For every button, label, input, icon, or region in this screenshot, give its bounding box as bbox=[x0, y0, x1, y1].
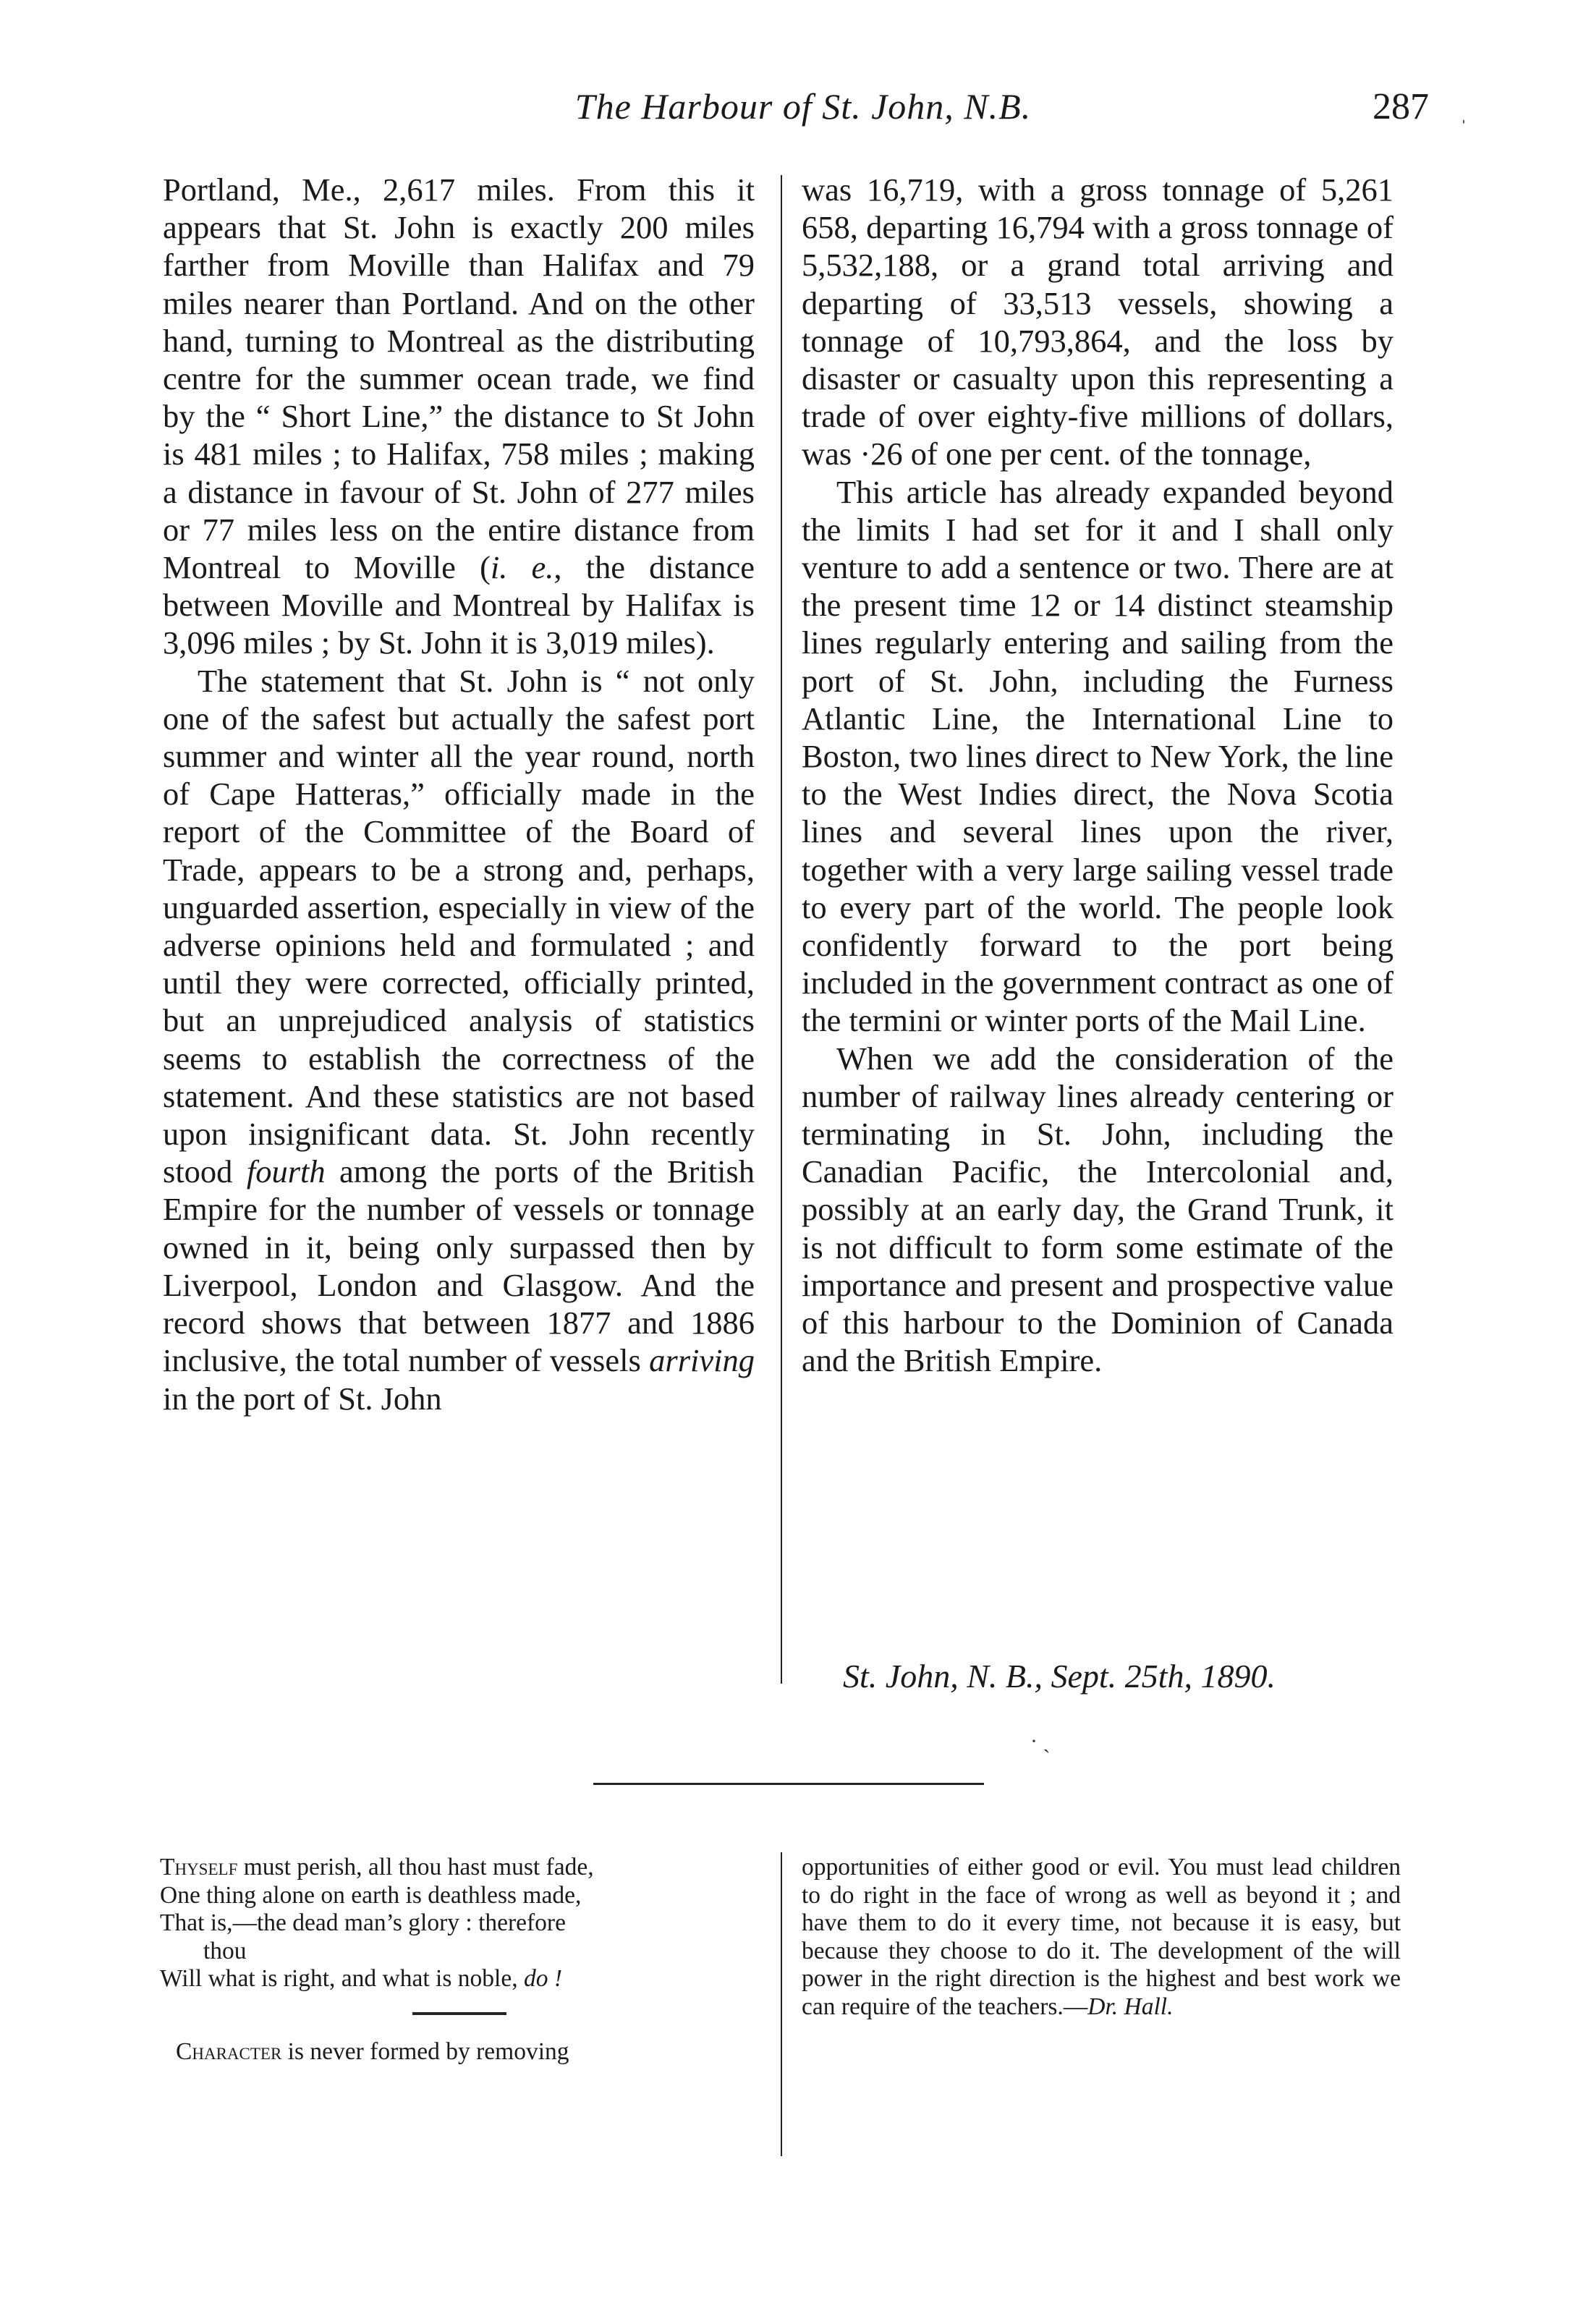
page-number: 287 bbox=[1373, 86, 1429, 127]
article-paragraph: This article has already expanded beyond the limits I had set for it and I shall only venture to add a sentence or two. There are at the present time 12 or 14 distinct steamship lines regularly entering and sailing from the port of St. John, including the Furness Atlantic Line, the International Line to Boston, two lines direct to New York, the line to the West Indies direct, the Nova Scotia lines and several lines upon the river, together with a very large sailing vessel trade to every part of the world. The people look confidently forward to the port being included in the government contract as one of the termini or winter ports of the Mail Line. bbox=[802, 473, 1394, 1039]
article-left-column bbox=[163, 171, 755, 1417]
article-paragraph: was 16,719, with a gross tonnage of 5,261 658, departing 16,794 with a gross tonnage of 5,532,188, or a grand total arriving and departing of 33,513 vessels, showing a tonnage of 10,793,864, and the loss by disaster or casualty upon this representing a trade of over eighty-five millions of dollars, was ·26 of one per cent. of the tonnage, bbox=[802, 171, 1394, 472]
text-run: The statement that St. John is “ not only one of the safest but actually the safest port summer and winter all the year round, north of Cape Hatteras,” officially made in the report of the Committee of the Board of Trade, appears to be a strong and, perhaps, unguarded assertion, especially in view of the adverse opinions held and formulated ; and until they were corrected, officially printed, but an unprejudiced analysis of statistics seems to establish the correctness of the statement. And these statistics are not based upon insignificant data. St. John recently stood bbox=[163, 662, 755, 1190]
text-run: Portland, Me., 2,617 miles. From this it appears that St. John is exactly 200 miles farther from Moville than Halifax and 79 miles nearer than Portland. And on the other hand, turning to Montreal as the distributing centre for the summer ocean trade, we find by the “ Short Line,” the distance to St John is 481 miles ; to Halifax, 758 miles ; making a distance in favour of St. John of 277 miles or 77 miles less on the entire distance from Montreal to Moville ( bbox=[163, 171, 755, 586]
smallcaps-text: Character bbox=[176, 2037, 282, 2065]
running-head: The Harbour of St. John, N.B. bbox=[574, 86, 1032, 127]
article-paragraph bbox=[163, 171, 755, 662]
italic-text: arriving bbox=[649, 1342, 755, 1379]
verse-line bbox=[160, 1854, 759, 1882]
stray-ink-mark: ˌ bbox=[1460, 100, 1467, 124]
notes-column-divider bbox=[781, 1852, 782, 2156]
section-divider bbox=[593, 1783, 984, 1785]
italic-text: do ! bbox=[523, 1965, 562, 1992]
note-divider bbox=[412, 2012, 506, 2015]
text-run: opportunities of either good or evil. You must lead children to do right in the face of wrong as well as beyond it ; and have them to do it every time, not because it is easy, but because they choose to do it. The development of the will power in the right direction is the highest and best work we can require of the teachers.— bbox=[802, 1854, 1401, 2020]
verse-line-continuation: thou bbox=[203, 1937, 247, 1964]
note-paragraph bbox=[802, 1854, 1401, 2021]
verse-line: One thing alone on earth is deathless made, bbox=[160, 1881, 582, 1909]
text-run: Will what is right, and what is noble, bbox=[160, 1965, 524, 1992]
notes-left-column bbox=[160, 1854, 759, 2066]
attribution: Dr. Hall. bbox=[1087, 1993, 1174, 2020]
smallcaps-text: Thyself bbox=[160, 1854, 238, 1880]
article-right-column bbox=[802, 171, 1394, 1380]
italic-text: fourth bbox=[246, 1153, 326, 1190]
article-paragraph bbox=[163, 662, 755, 1417]
notes-right-column bbox=[802, 1854, 1401, 2021]
verse-line bbox=[160, 1965, 759, 1993]
text-run: in the port of St. John bbox=[163, 1380, 442, 1417]
text-run: among the ports of the British Empire for the number of vessels or tonnage owned in it, being only surpassed then by Liverpool, London and Glasgow. And the record shows that between 1877 and 1886 inclusive, the total number of vessels bbox=[163, 1153, 755, 1379]
text-run: , the distance between Moville and Montreal by Halifax is 3,096 miles ; by St. John it is 3,019 miles). bbox=[163, 549, 755, 661]
stray-ink-mark: · ˏ bbox=[1030, 1729, 1051, 1753]
column-divider bbox=[781, 175, 782, 1684]
verse-line: That is,—the dead man’s glory : therefore bbox=[160, 1909, 566, 1936]
italic-text: i. e. bbox=[490, 549, 554, 586]
article-paragraph: When we add the consideration of the number of railway lines already centering or terminating in St. John, including the Canadian Pacific, the Intercolonial and, possibly at an early day, the Grand Trunk, it is not difficult to form some estimate of the importance and present and prospective value of this harbour to the Dominion of Canada and the British Empire. bbox=[802, 1040, 1394, 1379]
text-run: is never formed by removing bbox=[281, 2037, 569, 2065]
dateline-signature: St. John, N. B., Sept. 25th, 1890. bbox=[843, 1658, 1276, 1695]
note-paragraph bbox=[160, 2038, 759, 2066]
text-run: must perish, all thou hast must fade, bbox=[237, 1854, 594, 1880]
